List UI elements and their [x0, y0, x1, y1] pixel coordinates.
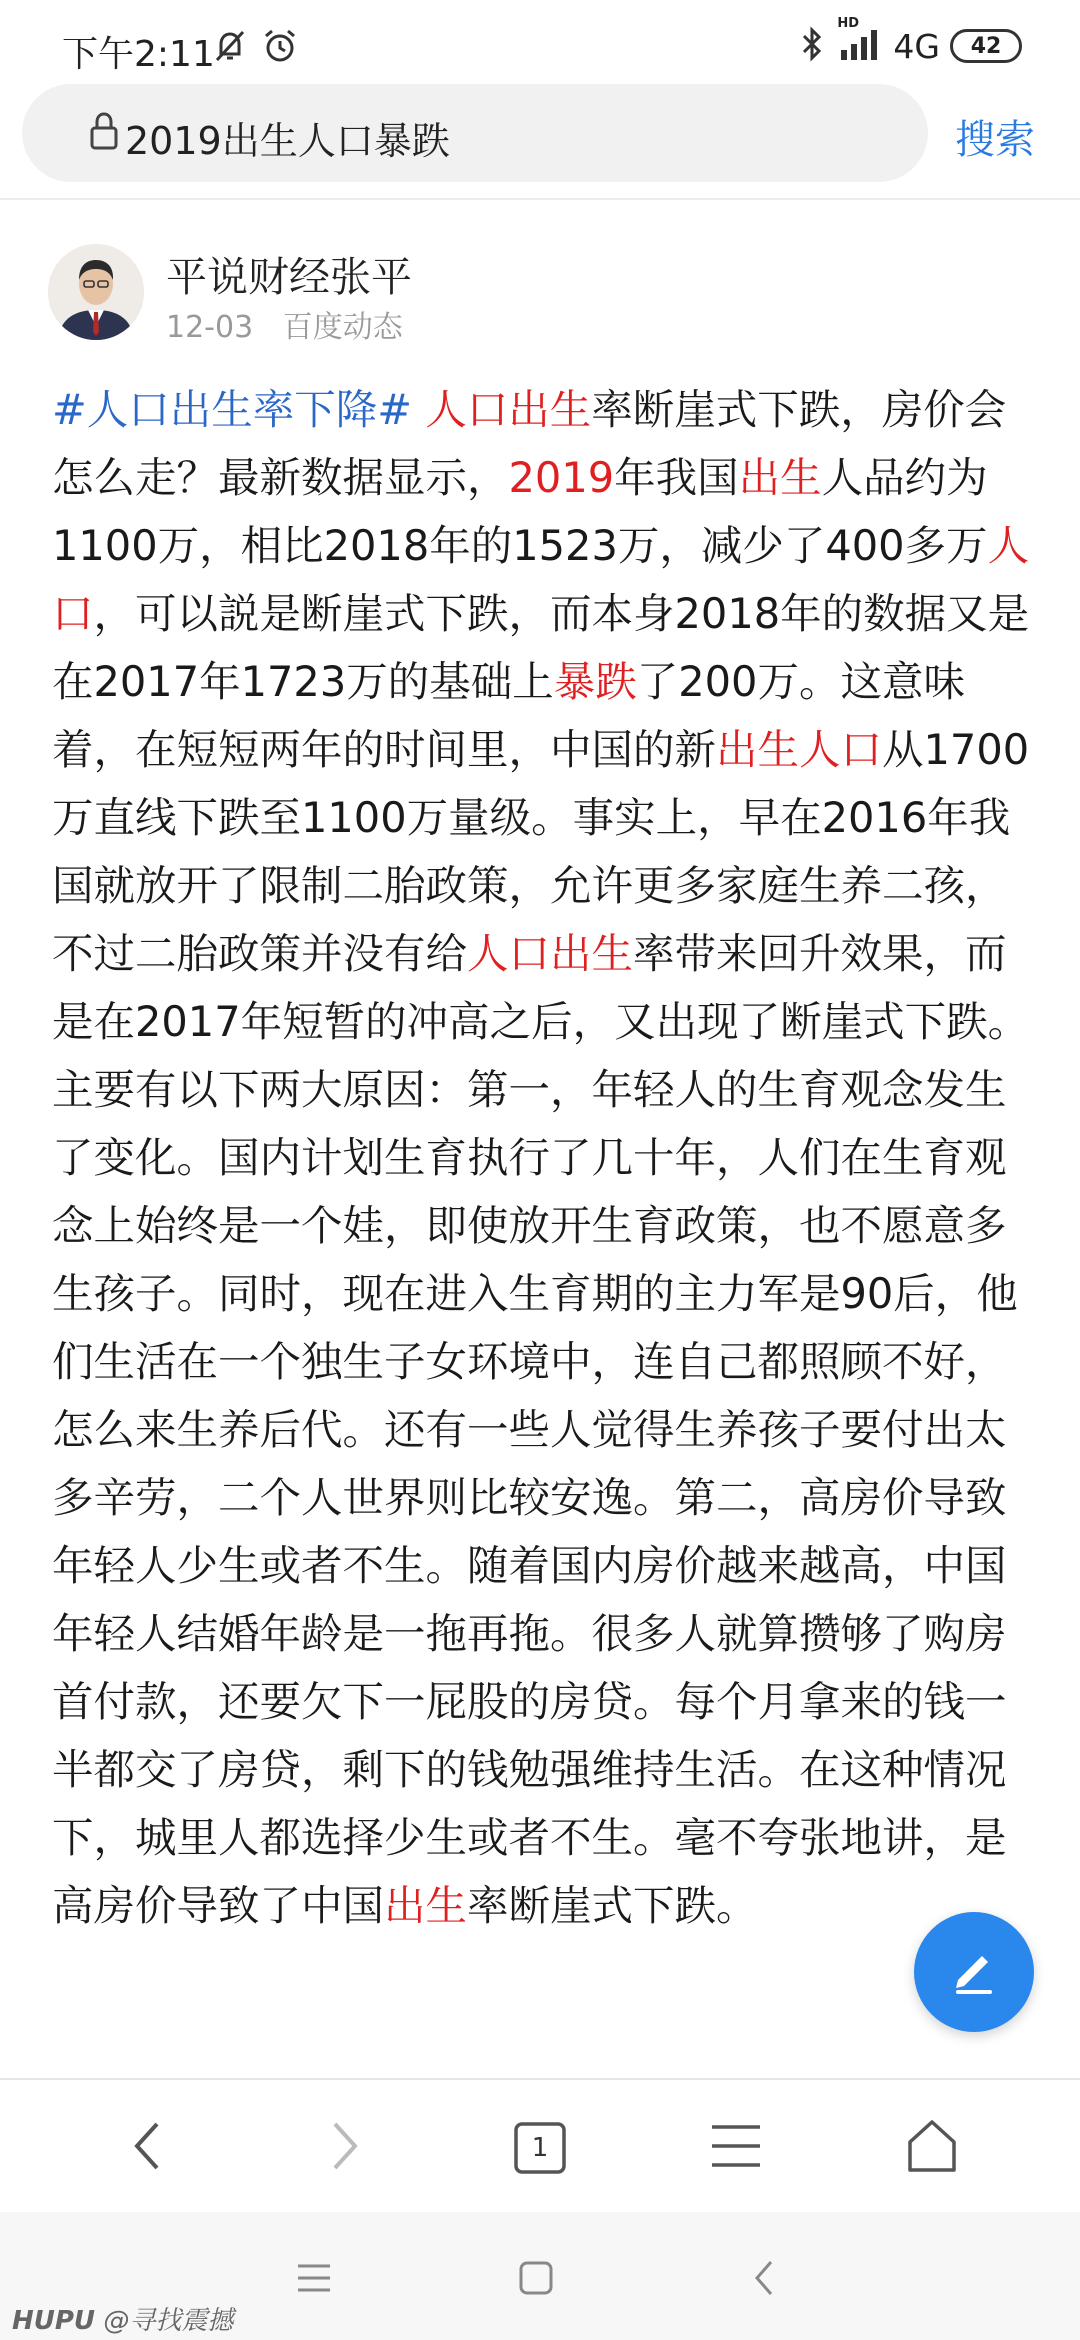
system-home-icon [518, 2260, 554, 2300]
watermark-handle: @寻找震撼 [103, 2306, 234, 2336]
post-date: 12-03 [166, 310, 254, 345]
menu-icon [708, 2121, 764, 2175]
article-text: 率断崖式下跌。 [467, 1881, 758, 1930]
keyword-highlight[interactable]: 出生 [738, 453, 822, 502]
forward-button[interactable] [302, 2106, 386, 2190]
search-input[interactable] [22, 84, 928, 182]
article-text: 了200万。这意味着，在短短两年的时间里，中国的新 [52, 657, 965, 774]
keyword-highlight[interactable]: 2019 [508, 453, 615, 502]
system-back-icon [749, 2258, 779, 2302]
bluetooth-icon [797, 26, 827, 66]
keyword-highlight[interactable]: 暴跌 [553, 657, 637, 706]
home-button[interactable] [890, 2106, 974, 2190]
article-text: 人品约为1100万，相比2018年的1523万，减少了400多万 [52, 453, 988, 570]
keyword-highlight[interactable]: 人口出生 [467, 929, 634, 978]
keyword-highlight[interactable]: 人口出生 [425, 385, 592, 434]
post-source: 百度动态 [282, 310, 403, 345]
avatar[interactable] [48, 244, 144, 340]
status-bar [0, 0, 1080, 84]
system-back-button[interactable] [736, 2252, 792, 2308]
header-divider [0, 198, 1080, 200]
article-text: 率带来回升效果，而是在2017年短暂的冲高之后，又出现了断崖式下跌。主要有以下两大原因：第一，年轻人的生育观念发生了变化。国内计划生育执行了几十年，人们在生育观念上始终是一个娃，即使放开生育政策，也不愿意多生孩子。同时，现在进入生育期的主力军是90后，他们生活在一个独生子女环境中，连自己都照顾不好，怎么来生养后代。还有一些人觉得生养孩子要付出太多辛劳，二个人世界则比较安逸。第二，高房价导致年轻人少生或者不生。随着国内房价越来越高，中国年轻人结婚年龄是一拖再拖。很多人就算攒够了购房首付款，还要欠下一屁股的房贷。每个月拿来的钱一半都交了房贷，剩下的钱勉强维持生活。在这种情况下，城里人都选择少生或者不生。毫不夸张地讲，是高房价导致了中国 [52, 929, 1030, 1930]
tab-count: 1 [531, 2133, 549, 2163]
chevron-left-icon [123, 2116, 173, 2180]
status-right-group [797, 16, 1022, 66]
browser-nav-bar [0, 2078, 1080, 2212]
post-meta [166, 302, 403, 346]
mute-bell-icon [212, 28, 248, 68]
edit-fab-button[interactable] [914, 1912, 1034, 2032]
tabs-icon [512, 2120, 568, 2176]
home-icon [904, 2118, 960, 2178]
article-text [412, 385, 425, 434]
author-name[interactable]: 平说财经张平 [166, 253, 412, 301]
article-body [52, 376, 1036, 1940]
pencil-icon [944, 1940, 1004, 2004]
system-menu-button[interactable] [286, 2252, 342, 2308]
lock-icon [88, 111, 120, 155]
menu-button[interactable] [694, 2106, 778, 2190]
search-query: 2019出生人口暴跌 [125, 119, 450, 163]
network-type: 4G [893, 26, 940, 66]
battery-level: 42 [970, 33, 1002, 59]
alarm-icon [262, 28, 298, 68]
status-time: 下午2:11 [62, 34, 215, 75]
battery-icon [950, 29, 1022, 63]
keyword-highlight[interactable]: 人口 [52, 521, 1030, 638]
keyword-highlight[interactable]: 出生人口 [716, 725, 883, 774]
watermark [12, 2300, 233, 2337]
article-text: 率断崖式下跌，房价会怎么走？最新数据显示， [52, 385, 1007, 502]
signal-icon [837, 16, 883, 66]
article-text: 从1700万直线下跌至1100万量级。事实上，早在2016年我国就放开了限制二胎政策，允许更多家庭生养二孩，不过二胎政策并没有给 [52, 725, 1030, 978]
system-menu-icon [296, 2262, 332, 2298]
keyword-highlight[interactable]: 出生 [384, 1881, 468, 1930]
article-text: ，可以説是断崖式下跌，而本身2018年的数据又是在2017年1723万的基础上 [52, 589, 1030, 706]
hashtag-link[interactable]: #人口出生率下降# [52, 385, 413, 434]
system-home-button[interactable] [508, 2252, 564, 2308]
tabs-button[interactable] [498, 2106, 582, 2190]
article-text: 年我国 [614, 453, 739, 502]
hd-label: HD [837, 16, 860, 31]
chevron-right-icon [319, 2116, 369, 2180]
search-button[interactable]: 搜索 [955, 117, 1035, 163]
back-button[interactable] [106, 2106, 190, 2190]
watermark-brand: HUPU [12, 2306, 96, 2336]
